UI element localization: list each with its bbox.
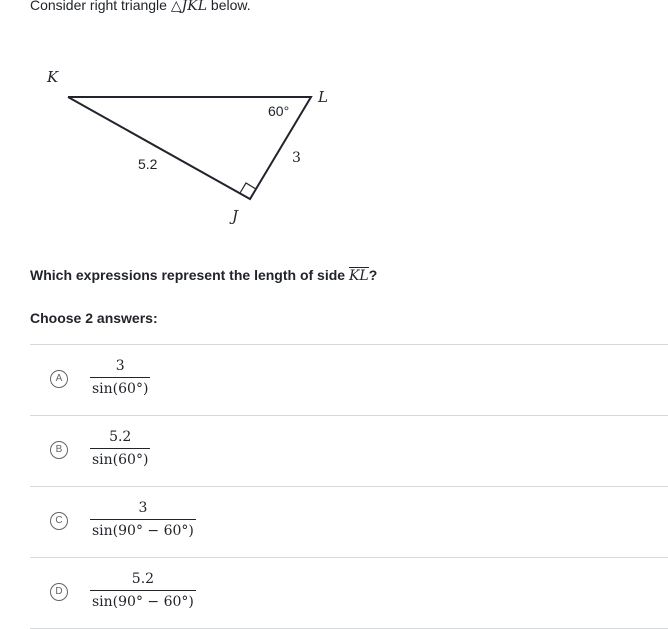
intro-suffix: below. xyxy=(207,0,251,13)
choice-c[interactable] xyxy=(30,487,668,558)
choice-d-bubble[interactable]: D xyxy=(50,583,68,601)
choose-instruction: Choose 2 answers: xyxy=(30,310,158,326)
choice-a-bubble[interactable]: A xyxy=(50,370,68,388)
angle-l-label: 60° xyxy=(268,103,290,119)
choice-a[interactable] xyxy=(30,345,668,416)
choice-c-denominator: sin(90° − 60°) xyxy=(90,519,196,540)
choice-d-numerator: 5.2 xyxy=(131,571,155,587)
choice-c-numerator: 3 xyxy=(138,500,148,516)
choice-c-fraction xyxy=(90,499,196,540)
side-kj-label: 5.2 xyxy=(138,156,158,172)
intro-prefix: Consider right triangle xyxy=(30,0,171,13)
choice-b-bubble[interactable]: B xyxy=(50,441,68,459)
choice-b-numerator: 5.2 xyxy=(109,429,132,445)
choice-d-denominator: sin(90° − 60°) xyxy=(90,590,196,611)
side-kl-label: KL xyxy=(348,268,369,284)
choice-b-fraction xyxy=(90,428,150,469)
choice-b-denominator: sin(60°) xyxy=(90,448,150,469)
choice-a-fraction xyxy=(90,357,150,398)
choice-c-bubble[interactable]: C xyxy=(50,512,68,530)
answer-choices xyxy=(30,344,668,629)
problem-intro xyxy=(30,0,251,14)
vertex-j-label: J xyxy=(232,207,239,225)
choice-d-fraction xyxy=(90,570,196,611)
vertex-l-label: L xyxy=(318,88,328,106)
question-text xyxy=(30,267,377,284)
choice-b[interactable] xyxy=(30,416,668,487)
triangle-symbol: △ xyxy=(170,0,182,14)
choice-d[interactable] xyxy=(30,558,668,629)
choice-a-denominator: sin(60°) xyxy=(90,377,150,398)
triangle-figure xyxy=(0,50,400,240)
question-prefix: Which expressions represent the length of side xyxy=(30,267,349,283)
side-jl-label: 3 xyxy=(292,150,301,166)
choice-a-numerator: 3 xyxy=(115,358,125,374)
question-suffix: ? xyxy=(368,267,378,283)
triangle-name: JKL xyxy=(181,0,208,14)
vertex-k-label: K xyxy=(47,68,59,86)
